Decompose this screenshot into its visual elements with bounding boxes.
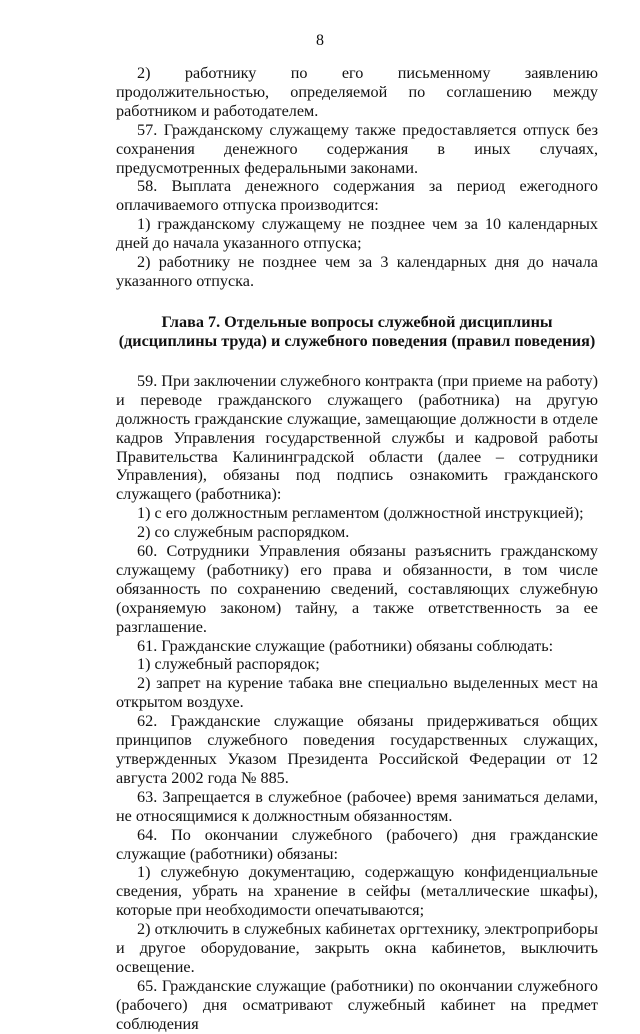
paragraph: 65. Гражданские служащие (работники) по окончании служебного (рабочего) дня осматривают служебный кабинет на предмет соблюдения [116, 976, 598, 1033]
document-body [116, 64, 598, 1034]
paragraph: 2) отключить в служебных кабинетах оргтехнику, электроприборы и другое оборудование, закрыть окна кабинетов, выключить освещение. [116, 920, 598, 976]
paragraph: 64. По окончании служебного (рабочего) дня гражданские служащие (работники) обязаны: [116, 825, 598, 863]
chapter-heading-line: (дисциплины труда) и служебного поведения (правил поведения) [118, 331, 596, 350]
chapter-heading-line: Глава 7. Отдельные вопросы служебной дисциплины [161, 312, 553, 331]
paragraph: 1) с его должностным регламентом (должностной инструкцией); [137, 504, 584, 523]
paragraph: 2) со служебным распорядком. [137, 523, 350, 542]
paragraph: 63. Запрещается в служебное (рабочее) время заниматься делами, не относящимися к должностным обязанностям. [116, 787, 598, 825]
paragraph: 1) служебный распорядок; [137, 655, 320, 674]
paragraph: 2) работнику не позднее чем за 3 календарных дня до начала указанного отпуска. [116, 253, 598, 290]
paragraph: 60. Сотрудники Управления обязаны разъяснить гражданскому служащему (работнику) его права и обязанности, в том числе обязанность по сохранению сведений, составляющих служебную (охраняемую законом) тайну, а также ответственность за ее разглашение. [116, 542, 598, 636]
paragraph: 59. При заключении служебного контракта (при приеме на работу) и переводе гражданского служащего (работника) на другую должность гражданские служащие, замещающие должности в отделе кадров Управления государственной службы и кадровой работы Правительства Калининградской области (далее – сотрудники Управления), обязаны под подпись ознакомить гражданского служащего (работника): [116, 371, 598, 504]
paragraph: 1) гражданскому служащему не позднее чем за 10 календарных дней до начала указанного отпуска; [116, 215, 598, 253]
paragraph: 57. Гражданскому служащему также предоставляется отпуск без сохранения денежного содержания в иных случаях, предусмотренных федеральными законами. [116, 120, 598, 177]
page-number: 8 [316, 32, 324, 49]
paragraph: 2) работнику по его письменному заявлению продолжительностью, определяемой по соглашению между работником и работодателем. [116, 64, 598, 120]
chapter-heading [116, 313, 598, 351]
paragraph: 62. Гражданские служащие обязаны придерживаться общих принципов служебного поведения государственных служащих, утвержденных Указом Президента Российской Федерации от 12 августа 2002 года № 885. [116, 712, 598, 787]
paragraph: 58. Выплата денежного содержания за период ежегодного оплачиваемого отпуска производится: [116, 177, 598, 215]
paragraph: 61. Гражданские служащие (работники) обязаны соблюдать: [137, 636, 554, 655]
paragraph: 2) запрет на курение табака вне специально выделенных мест на открытом воздухе. [116, 674, 598, 712]
paragraph: 1) служебную документацию, содержащую конфиденциальные сведения, убрать на хранение в сейфы (металлические шкафы), которые при необходимости опечатываются; [116, 863, 598, 920]
